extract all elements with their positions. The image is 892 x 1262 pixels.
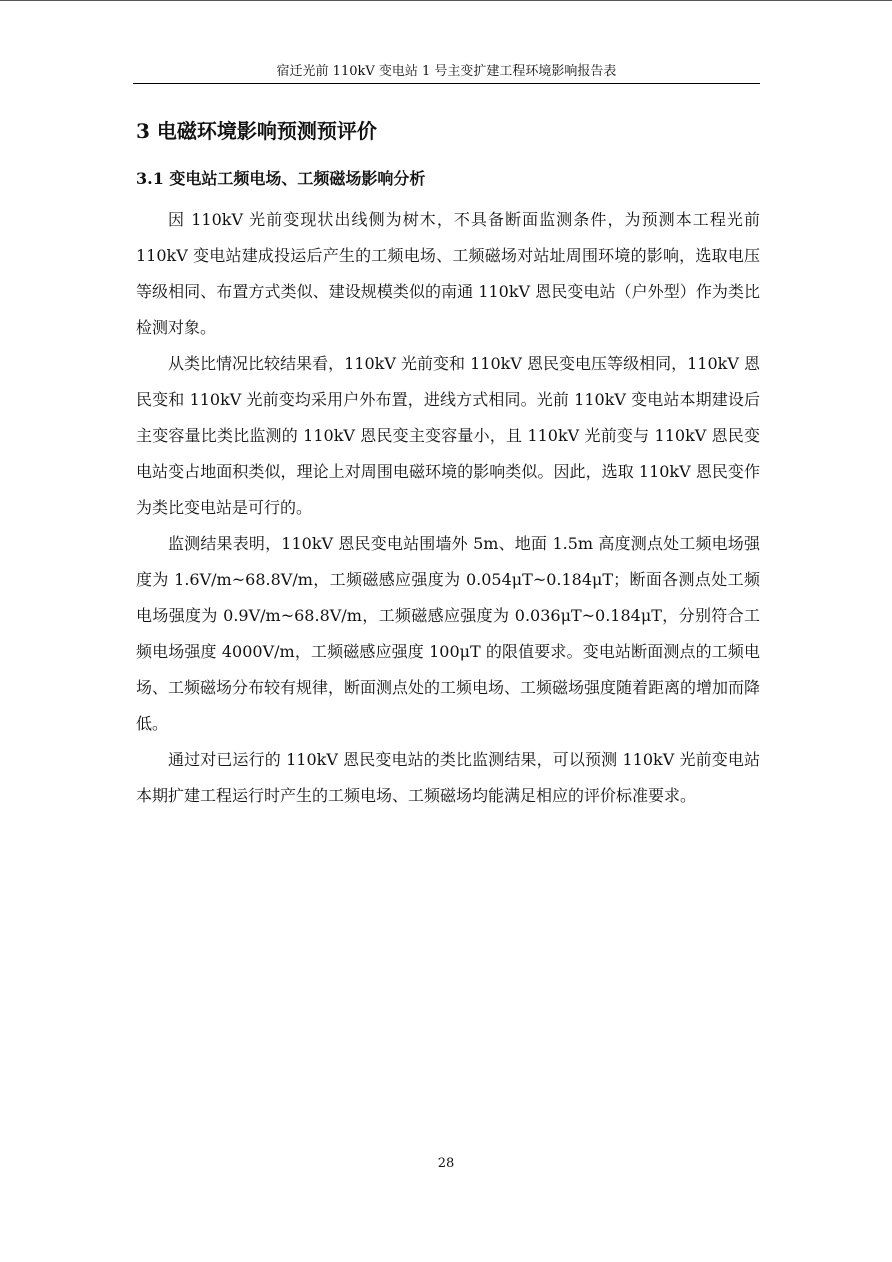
paragraph-comparison: 从类比情况比较结果看，110kV 光前变和 110kV 恩民变电压等级相同，110kV 恩民变和 110kV 光前变均采用户外布置，进线方式相同。光前 110kV 变电站本期建设后主变容量比类比监测的 110kV 恩民变主变容量小，且 110kV 光前变与 110kV 恩民变电站变占地面积类似，理论上对周围电磁环境的影响类似。因此，选取 110kV 恩民变作为类比变电站是可行的。 (136, 354, 760, 517)
running-header: 宿迁光前 110kV 变电站 1 号主变扩建工程环境影响报告表 (276, 64, 617, 79)
page-number: 28 (437, 1156, 455, 1171)
body-text (136, 202, 760, 814)
page-top-border (0, 0, 892, 1)
subsection-heading: 3.1 变电站工频电场、工频磁场影响分析 (136, 169, 426, 188)
paragraph-analogy-selection: 因 110kV 光前变现状出线侧为树木，不具备断面监测条件，为预测本工程光前 110kV 变电站建成投运后产生的工频电场、工频磁场对站址周围环境的影响，选取电压等级相同、布置方式类似、建设规模类似的南通 110kV 恩民变电站（户外型）作为类比检测对象。 (136, 210, 760, 337)
paragraph-conclusion: 通过对已运行的 110kV 恩民变电站的类比监测结果，可以预测 110kV 光前变电站本期扩建工程运行时产生的工频电场、工频磁场均能满足相应的评价标准要求。 (136, 750, 760, 805)
header-divider (133, 83, 760, 84)
section-heading: 3 电磁环境影响预测预评价 (136, 119, 377, 143)
paragraph-monitoring-results: 监测结果表明，110kV 恩民变电站围墙外 5m、地面 1.5m 高度测点处工频电场强度为 1.6V/m~68.8V/m，工频磁感应强度为 0.054μT~0.184μT；断面各测点处工频电场强度为 0.9V/m~68.8V/m，工频磁感应强度为 0.036μT~0.184μT，分别符合工频电场强度 4000V/m，工频磁感应强度 100μT 的限值要求。变电站断面测点的工频电场、工频磁场分布较有规律，断面测点处的工频电场、工频磁场强度随着距离的增加而降低。 (136, 534, 761, 733)
